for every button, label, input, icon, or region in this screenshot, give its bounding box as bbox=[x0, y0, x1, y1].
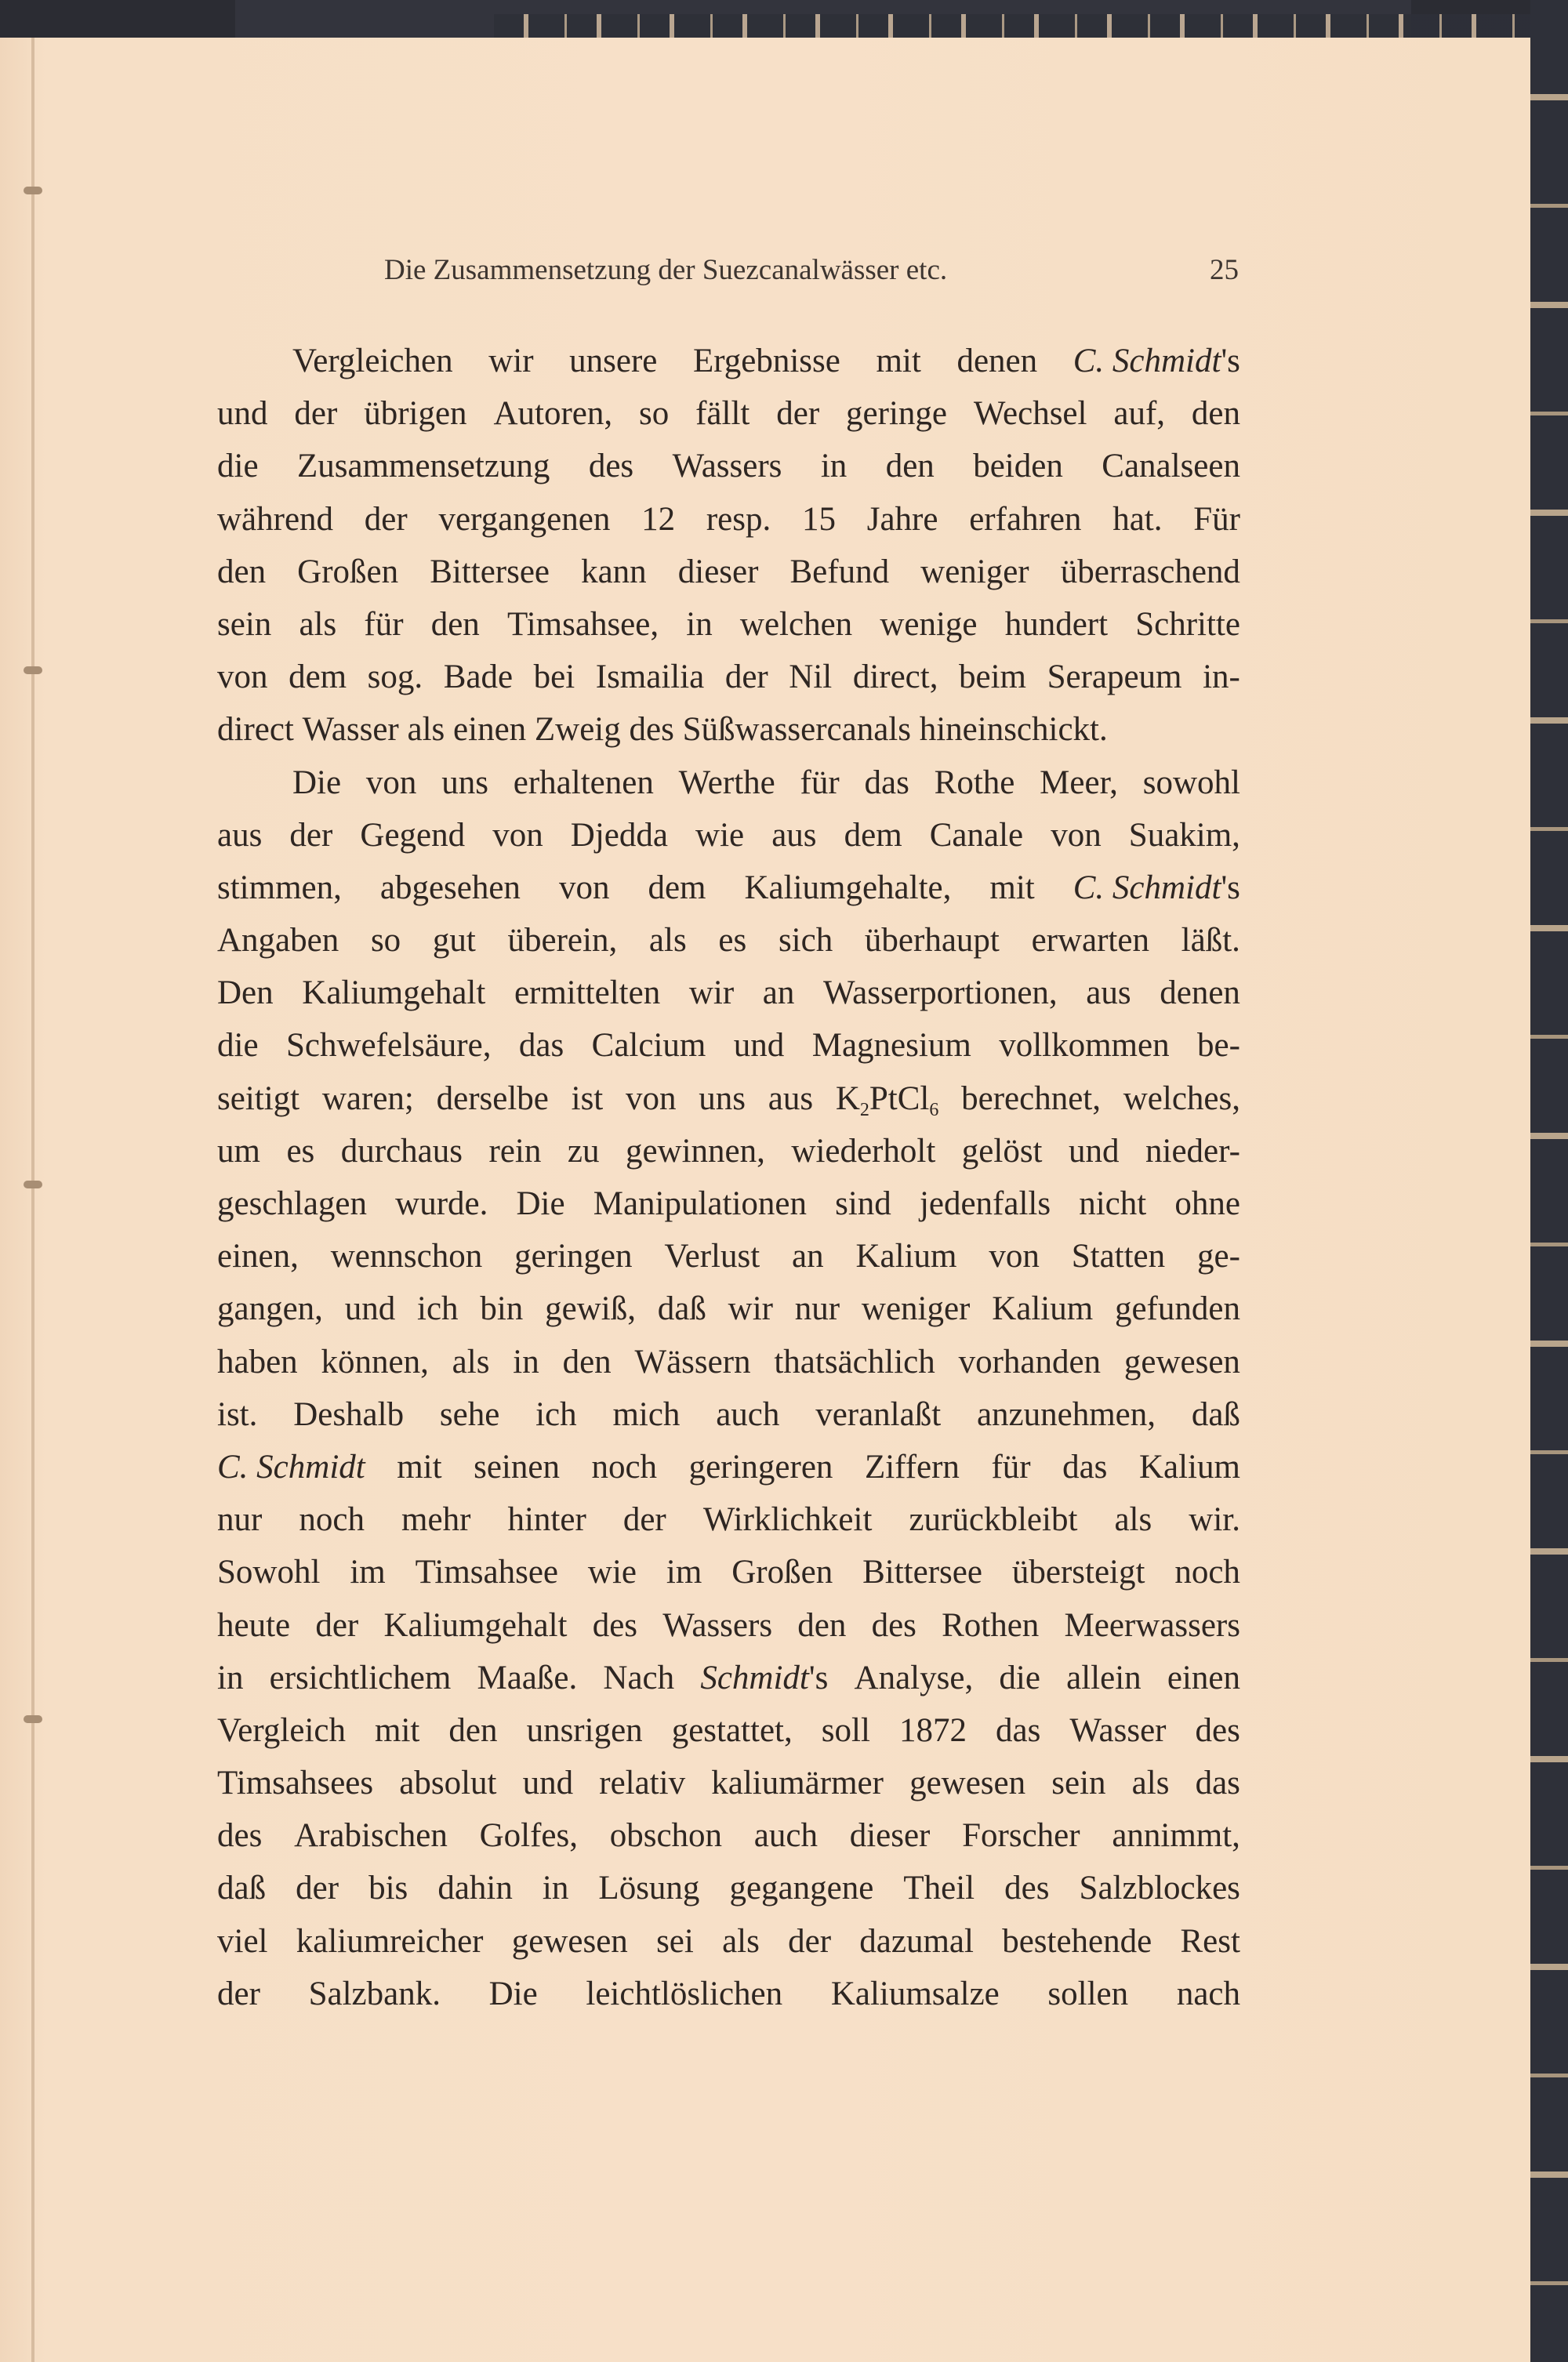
text-line: einen, wennschon geringen Verlust an Kalium von Statten ge- bbox=[217, 1238, 1240, 1275]
binding-stitch bbox=[24, 1715, 42, 1723]
text-line: die Schwefelsäure, das Calcium und Magnesium vollkommen be- bbox=[217, 1027, 1240, 1065]
binding-stitch bbox=[24, 1181, 42, 1188]
text-line: des Arabischen Golfes, obschon auch dieser Forscher annimmt, bbox=[217, 1817, 1240, 1855]
text-line: direct Wasser als einen Zweig des Süßwassercanals hineinschickt. bbox=[217, 711, 1108, 749]
text-line: aus der Gegend von Djedda wie aus dem Canale von Suakim, bbox=[217, 816, 1240, 854]
text-line: Vergleichen wir unsere Ergebnisse mit denen C. Schmidt's bbox=[292, 343, 1240, 379]
text-line: Vergleich mit den unsrigen gestattet, soll 1872 das Wasser des bbox=[217, 1711, 1240, 1749]
text-line: Die von uns erhaltenen Werthe für das Rothe Meer, sowohl bbox=[292, 764, 1240, 801]
text-line: daß der bis dahin in Lösung gegangene Theil des Salzblockes bbox=[217, 1870, 1240, 1907]
text-line: Angaben so gut überein, als es sich überhaupt erwarten läßt. bbox=[217, 922, 1240, 960]
text-line: den Großen Bittersee kann dieser Befund weniger überraschend bbox=[217, 553, 1240, 590]
text-line: sein als für den Timsahsee, in welchen wenige hundert Schritte bbox=[217, 605, 1240, 643]
text-line: um es durchaus rein zu gewinnen, wiederholt gelöst und nieder- bbox=[217, 1132, 1240, 1170]
page-gutter bbox=[31, 38, 34, 2362]
running-header bbox=[384, 253, 1239, 292]
text-line: von dem sog. Bade bei Ismailia der Nil direct, beim Serapeum in- bbox=[217, 659, 1240, 696]
text-line: geschlagen wurde. Die Manipulationen sind jedenfalls nicht ohne bbox=[217, 1185, 1240, 1222]
text-line: heute der Kaliumgehalt des Wassers den des Rothen Meerwassers bbox=[217, 1606, 1240, 1644]
body-text bbox=[217, 335, 1240, 2020]
binding-stitch bbox=[24, 187, 42, 194]
book-cover-right-edge bbox=[1530, 0, 1568, 2362]
text-line: Timsahsees absolut und relativ kaliumärmer gewesen sein als das bbox=[217, 1765, 1240, 1802]
text-line: während der vergangenen 12 resp. 15 Jahre erfahren hat. Für bbox=[217, 500, 1240, 538]
text-line: seitigt waren; derselbe ist von uns aus $K_2PtCl_6$ berechnet, welches, bbox=[217, 1072, 1240, 1125]
text-line: der Salzbank. Die leichtlöslichen Kaliumsalze sollen nach bbox=[217, 1975, 1240, 2012]
text-line: die Zusammensetzung des Wassers in den beiden Canalseen bbox=[217, 448, 1240, 485]
text-line: ist. Deshalb sehe ich mich auch veranlaßt anzunehmen, daß bbox=[217, 1395, 1240, 1433]
text-line: Sowohl im Timsahsee wie im Großen Bittersee übersteigt noch bbox=[217, 1554, 1240, 1591]
text-line: haben können, als in den Wässern thatsächlich vorhanden gewesen bbox=[217, 1343, 1240, 1381]
text-line: viel kaliumreicher gewesen sei als der dazumal bestehende Rest bbox=[217, 1922, 1240, 1960]
text-line: in ersichtlichem Maaße. Nach Schmidt's Analyse, die allein einen bbox=[217, 1659, 1240, 1696]
text-line: gangen, und ich bin gewiß, daß wir nur weniger Kalium gefunden bbox=[217, 1290, 1240, 1328]
page-number: 25 bbox=[1210, 254, 1239, 286]
running-header-title: Die Zusammensetzung der Suezcanalwässer etc. bbox=[384, 254, 948, 286]
binding-stitch bbox=[24, 666, 42, 674]
text-line: und der übrigen Autoren, so fällt der geringe Wechsel auf, den bbox=[217, 395, 1240, 433]
text-line: C. Schmidt mit seinen noch geringeren Ziffern für das Kalium bbox=[217, 1448, 1240, 1486]
text-line: nur noch mehr hinter der Wirklichkeit zurückbleibt als wir. bbox=[217, 1501, 1240, 1539]
text-line: Den Kaliumgehalt ermittelten wir an Wasserportionen, aus denen bbox=[217, 974, 1240, 1012]
chemical-formula: $K_2PtCl_6$ bbox=[835, 1079, 939, 1120]
text-line: stimmen, abgesehen von dem Kaliumgehalte, mit C. Schmidt's bbox=[217, 869, 1240, 906]
